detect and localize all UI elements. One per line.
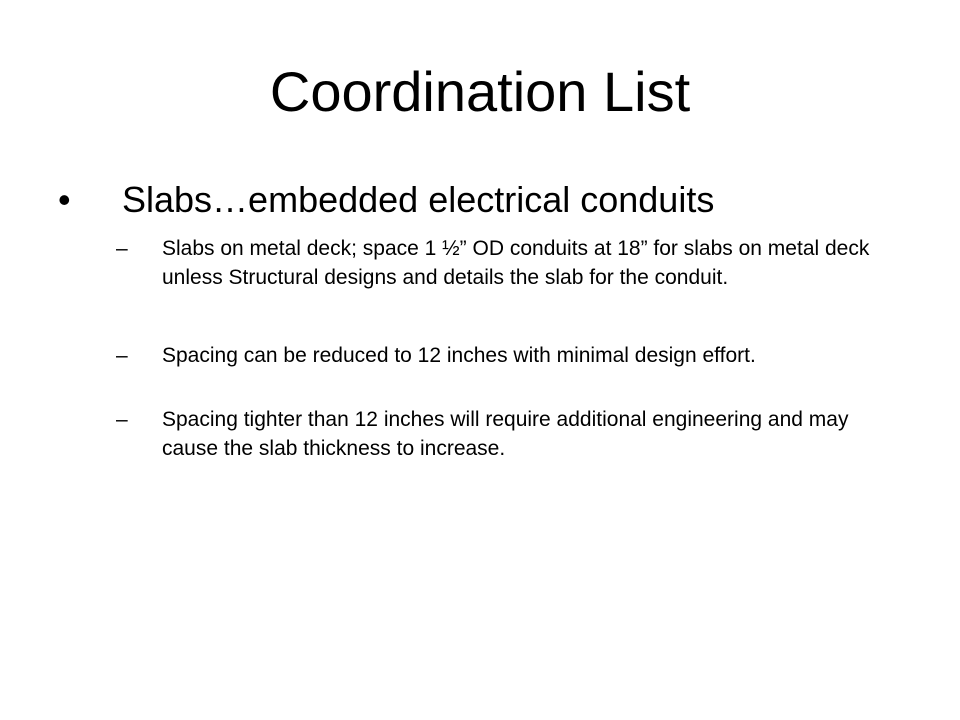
sub-item-marker: –	[116, 237, 128, 260]
sub-item-marker: –	[116, 344, 128, 367]
sub-item-text: Spacing can be reduced to 12 inches with minimal design effort.	[162, 344, 756, 367]
bullet-text: Slabs…embedded electrical conduits	[122, 179, 715, 220]
bullet-marker: •	[58, 179, 71, 220]
slide-title: Coordination List	[269, 60, 691, 123]
sub-item-text: Spacing tighter than 12 inches will require additional engineering and may cause the slab thickness to increase.	[162, 408, 849, 460]
sub-item-text: Slabs on metal deck; space 1 ½” OD conduits at 18” for slabs on metal deck unless Structural designs and details the slab for the conduit.	[162, 237, 870, 289]
bullet-item	[58, 176, 918, 224]
sub-item-marker: –	[116, 408, 128, 431]
